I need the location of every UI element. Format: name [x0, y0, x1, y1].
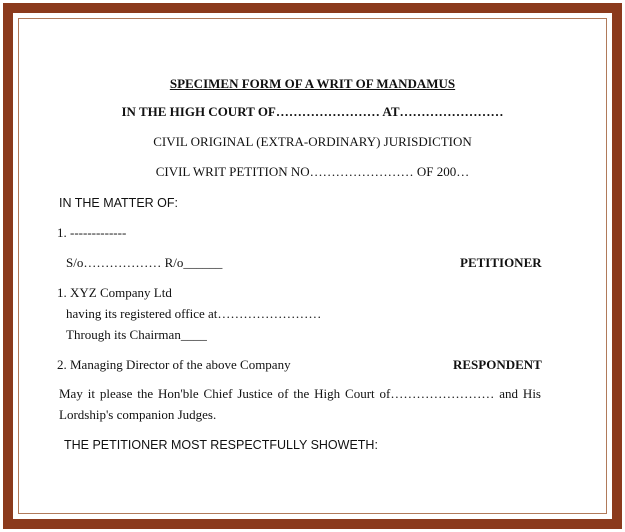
respondent1-name: 1. XYZ Company Ltd	[57, 285, 172, 300]
petitioner-details: S/o……………… R/o______	[66, 255, 223, 270]
respondent-label: RESPONDENT	[453, 357, 542, 372]
showeth-heading: THE PETITIONER MOST RESPECTFULLY SHOWETH:	[64, 438, 378, 452]
petition-number-line: CIVIL WRIT PETITION NO…………………… OF 200…	[155, 164, 470, 179]
document-title: SPECIMEN FORM OF A WRIT OF MANDAMUS	[169, 76, 456, 91]
prayer-paragraph-line2: Lordship's companion Judges.	[59, 407, 217, 422]
respondent1-chairman: Through its Chairman____	[66, 327, 207, 342]
matter-heading: IN THE MATTER OF:	[59, 196, 178, 210]
respondent1-office: having its registered office at……………………	[66, 306, 322, 321]
petitioner-label: PETITIONER	[460, 255, 542, 270]
respondent2-line: 2. Managing Director of the above Company	[57, 357, 291, 372]
jurisdiction-line: CIVIL ORIGINAL (EXTRA-ORDINARY) JURISDICTION	[153, 134, 472, 149]
court-line: IN THE HIGH COURT OF…………………… AT……………………	[121, 104, 504, 119]
prayer-paragraph-line1: May it please the Hon'ble Chief Justice of the High Court of…………………… and His	[59, 386, 541, 401]
petitioner-item-number: 1. -------------	[57, 225, 127, 240]
